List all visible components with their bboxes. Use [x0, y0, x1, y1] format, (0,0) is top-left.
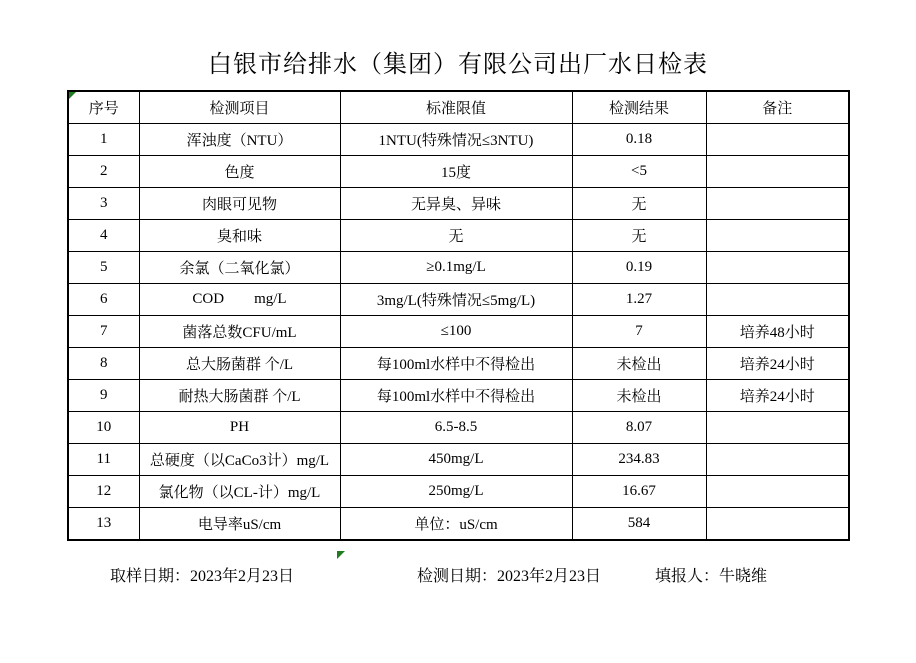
- cell-result: 8.07: [572, 412, 706, 444]
- cell-item: 肉眼可见物: [139, 188, 340, 220]
- cell-item: 余氯（二氧化氯）: [139, 252, 340, 284]
- cell-no: 2: [68, 156, 139, 188]
- cell-no: 6: [68, 284, 139, 316]
- cell-remark: [706, 444, 849, 476]
- cell-item: 总大肠菌群 个/L: [139, 348, 340, 380]
- cell-result: 234.83: [572, 444, 706, 476]
- cell-standard: 每100ml水样中不得检出: [340, 380, 572, 412]
- cell-remark: [706, 508, 849, 541]
- table-row: [68, 316, 849, 348]
- cell-remark: 培养24小时: [706, 348, 849, 380]
- header-cell-item: 检测项目: [139, 91, 340, 124]
- cell-result: <5: [572, 156, 706, 188]
- header-cell-result: 检测结果: [572, 91, 706, 124]
- cell-standard: ≥0.1mg/L: [340, 252, 572, 284]
- cell-standard: ≤100: [340, 316, 572, 348]
- table-row: [68, 380, 849, 412]
- cell-no: 13: [68, 508, 139, 541]
- cell-item: COD mg/L: [139, 284, 340, 316]
- table-row: [68, 348, 849, 380]
- table-row: [68, 188, 849, 220]
- cell-no: 11: [68, 444, 139, 476]
- table-row: [68, 412, 849, 444]
- table-row: [68, 444, 849, 476]
- reporter: 填报人：牛晓维: [655, 568, 768, 585]
- cell-standard: 每100ml水样中不得检出: [340, 348, 572, 380]
- cell-remark: [706, 476, 849, 508]
- green-corner-marker-icon: [69, 92, 76, 99]
- table-row: [68, 124, 849, 156]
- cell-item: 总硬度（以CaCo3计）mg/L: [139, 444, 340, 476]
- cell-standard: 1NTU(特殊情况≤3NTU): [340, 124, 572, 156]
- cell-standard: 6.5-8.5: [340, 412, 572, 444]
- cell-result: 0.19: [572, 252, 706, 284]
- cell-remark: [706, 412, 849, 444]
- cell-result: 未检出: [572, 348, 706, 380]
- cell-standard: 15度: [340, 156, 572, 188]
- cell-result: 584: [572, 508, 706, 541]
- cell-result: 0.18: [572, 124, 706, 156]
- cell-result: 未检出: [572, 380, 706, 412]
- inspection-table: [67, 90, 850, 541]
- cell-item: 耐热大肠菌群 个/L: [139, 380, 340, 412]
- cell-standard: 无异臭、异味: [340, 188, 572, 220]
- table-header-row: [68, 91, 849, 124]
- footer: [0, 563, 916, 583]
- cell-result: 无: [572, 188, 706, 220]
- table-row: [68, 284, 849, 316]
- cell-item: 色度: [139, 156, 340, 188]
- cell-result: 无: [572, 220, 706, 252]
- cell-no: 4: [68, 220, 139, 252]
- cell-no: 1: [68, 124, 139, 156]
- cell-no: 10: [68, 412, 139, 444]
- cell-remark: [706, 188, 849, 220]
- cell-standard: 250mg/L: [340, 476, 572, 508]
- cell-result: 7: [572, 316, 706, 348]
- cell-remark: [706, 124, 849, 156]
- cell-no: 3: [68, 188, 139, 220]
- header-cell-no: 序号: [68, 91, 139, 124]
- cell-result: 16.67: [572, 476, 706, 508]
- cell-item: 氯化物（以CL-计）mg/L: [139, 476, 340, 508]
- page-title: 白银市给排水（集团）有限公司出厂水日检表: [208, 52, 708, 78]
- cell-standard: 无: [340, 220, 572, 252]
- cell-item: 电导率uS/cm: [139, 508, 340, 541]
- table-row: [68, 156, 849, 188]
- table-body: [68, 124, 849, 541]
- table-row: [68, 508, 849, 541]
- cell-remark: [706, 252, 849, 284]
- cell-remark: 培养24小时: [706, 380, 849, 412]
- cell-item: 臭和味: [139, 220, 340, 252]
- test-date: 检测日期：2023年2月23日: [417, 568, 602, 585]
- cell-no: 9: [68, 380, 139, 412]
- table-row: [68, 476, 849, 508]
- cell-standard: 3mg/L(特殊情况≤5mg/L): [340, 284, 572, 316]
- cell-no: 12: [68, 476, 139, 508]
- cell-no: 5: [68, 252, 139, 284]
- cell-remark: 培养48小时: [706, 316, 849, 348]
- header-cell-standard: 标准限值: [340, 91, 572, 124]
- cell-item: 浑浊度（NTU）: [139, 124, 340, 156]
- green-bottom-marker-icon: [337, 551, 345, 559]
- cell-item: PH: [139, 412, 340, 444]
- header-cell-remark: 备注: [706, 91, 849, 124]
- cell-item: 菌落总数CFU/mL: [139, 316, 340, 348]
- cell-standard: 450mg/L: [340, 444, 572, 476]
- cell-no: 8: [68, 348, 139, 380]
- cell-standard: 单位：uS/cm: [340, 508, 572, 541]
- sampling-date: 取样日期：2023年2月23日: [110, 568, 295, 585]
- table-row: [68, 252, 849, 284]
- table-row: [68, 220, 849, 252]
- cell-no: 7: [68, 316, 139, 348]
- cell-remark: [706, 220, 849, 252]
- cell-remark: [706, 284, 849, 316]
- cell-remark: [706, 156, 849, 188]
- cell-result: 1.27: [572, 284, 706, 316]
